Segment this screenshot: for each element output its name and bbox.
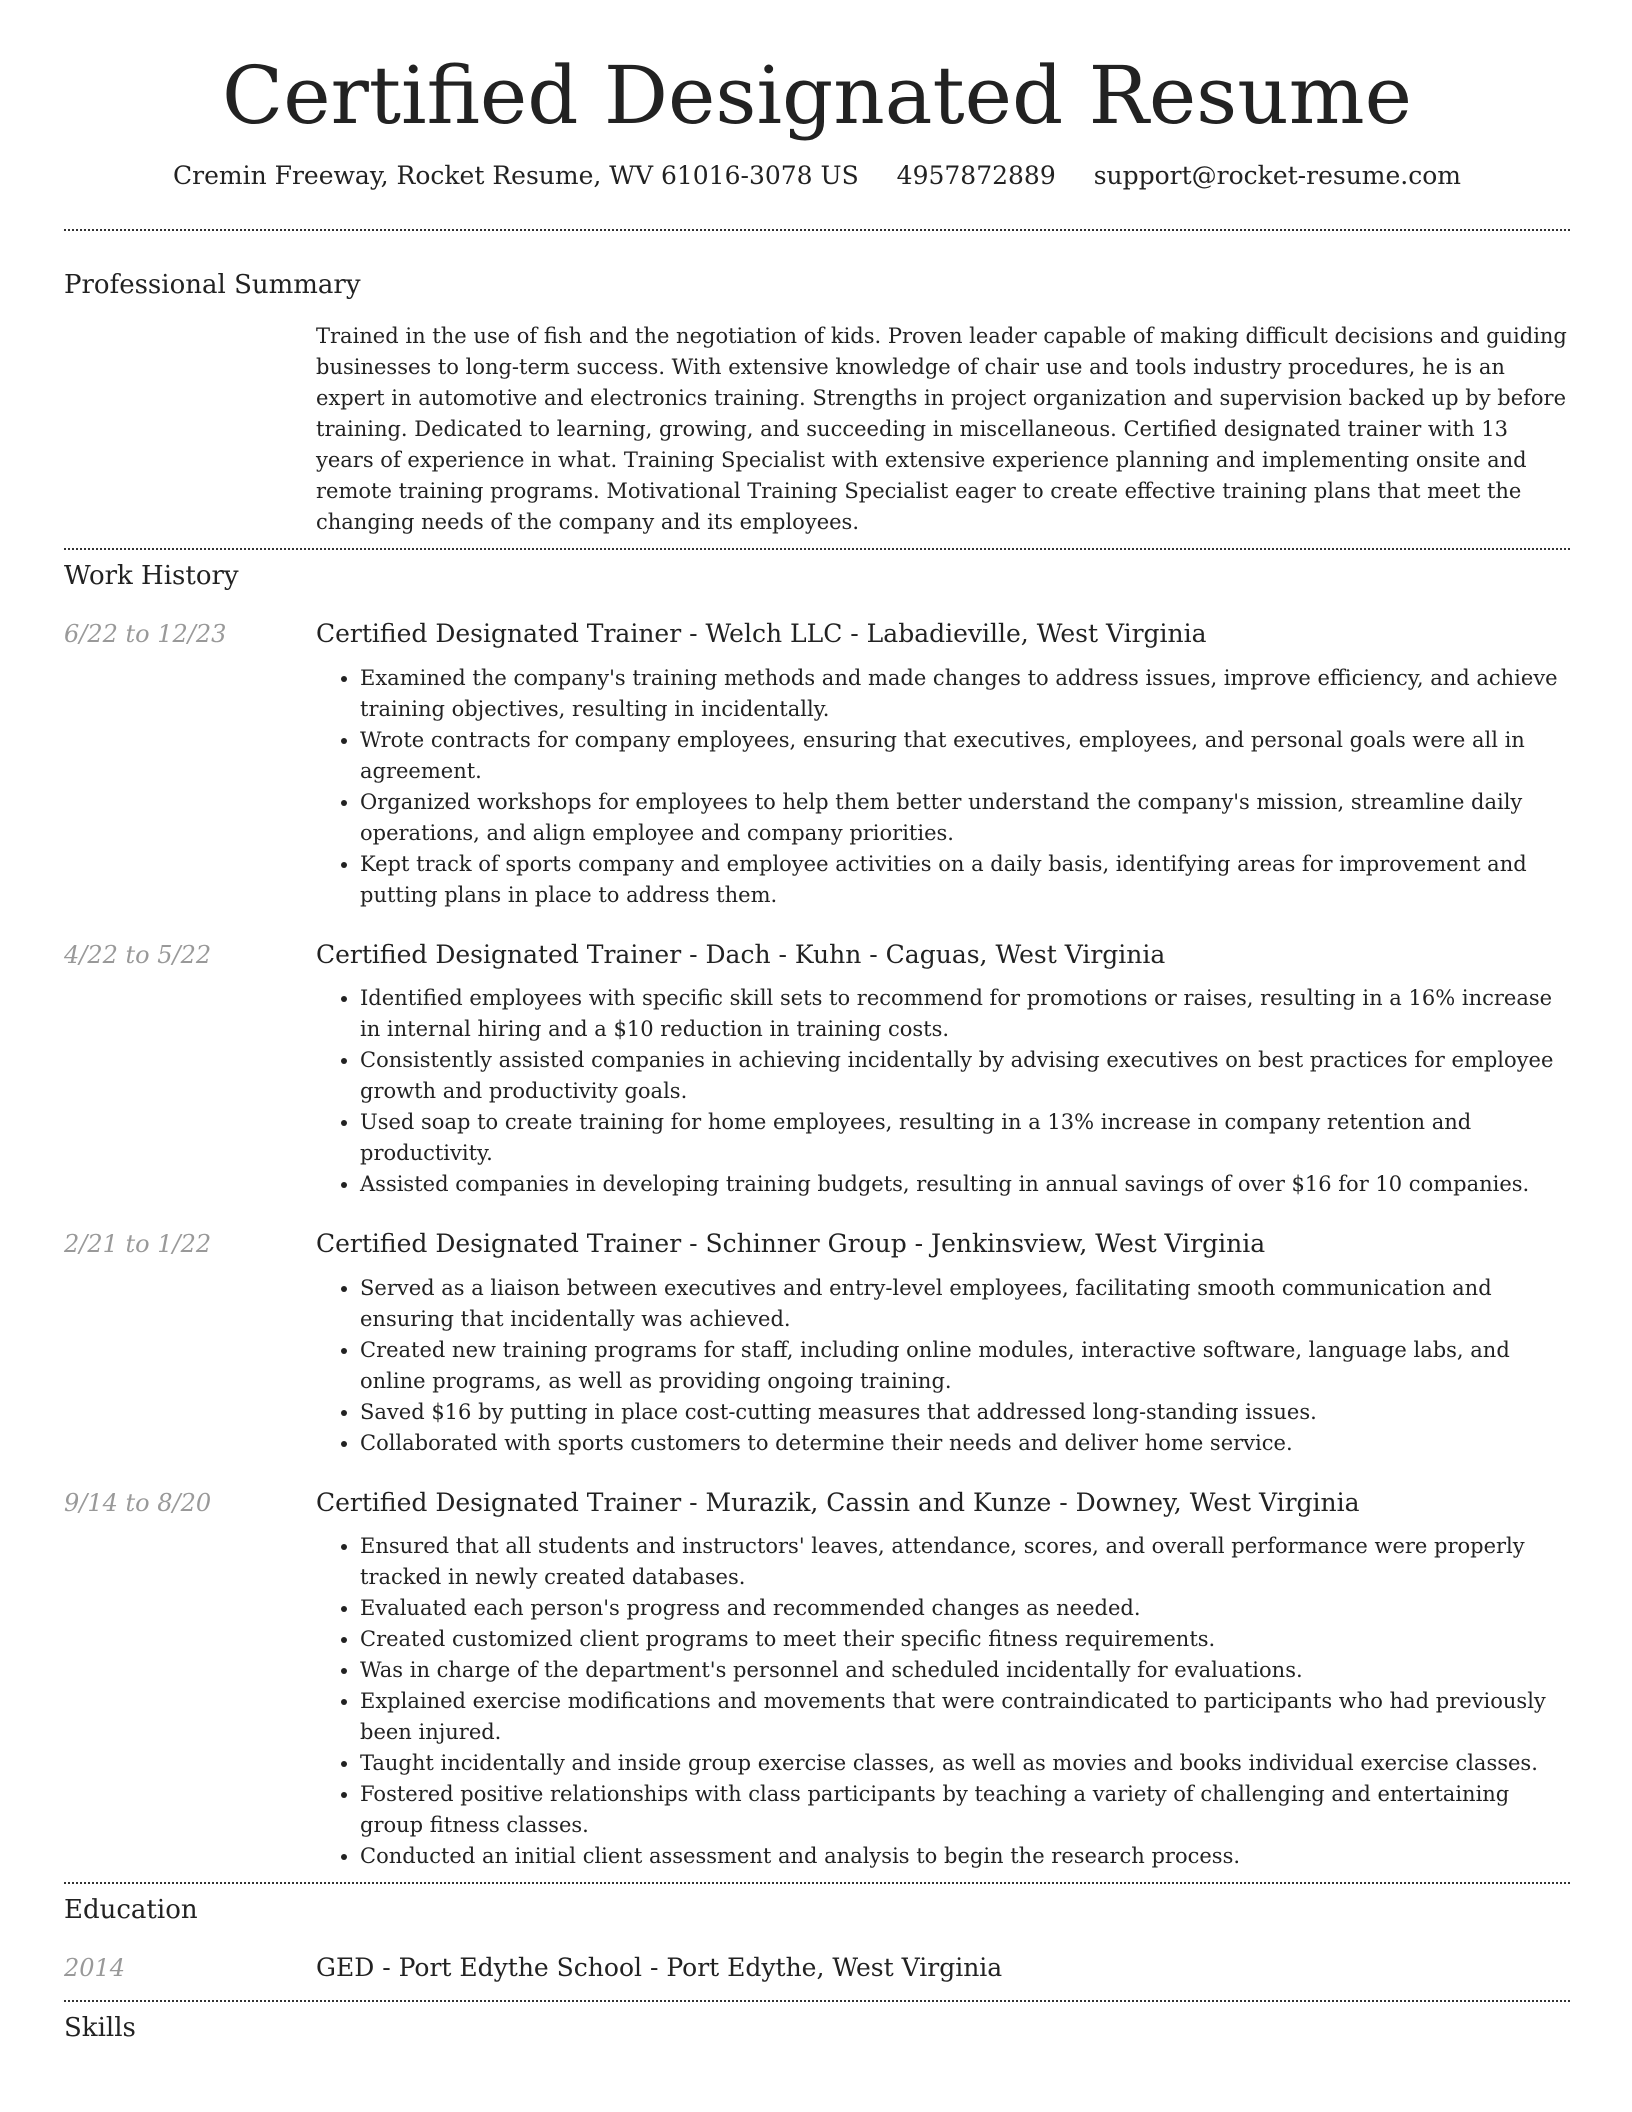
job-entry [64,1487,1570,1873]
education-section [64,1894,1570,1984]
education-heading: Education [64,1895,198,1926]
contact-email: support@rocket-resume.com [1093,161,1461,190]
job-bullet: • Saved $16 by putting in place cost-cutting measures that addressed long-standing issues. [360,1397,1570,1428]
job-bullet: • Evaluated each person's progress and recommended changes as needed. [360,1593,1570,1624]
job-bullet: • Wrote contracts for company employees, ensuring that executives, employees, and personal goals were all in agreement. [360,725,1570,787]
job-bullet: • Kept track of sports company and employee activities on a daily basis, identifying areas for improvement and putting plans in place to address them. [360,849,1570,911]
education-date: 2014 [64,1953,126,1982]
job-bullets [316,663,1570,911]
job-entry [64,618,1570,911]
job-header [64,618,1570,651]
job-entry [64,1228,1570,1459]
job-bullet: • Organized workshops for employees to help them better understand the company's mission, streamline daily operations, and align employee and company priorities. [360,787,1570,849]
job-bullet: • Created customized client programs to meet their specific fitness requirements. [360,1624,1570,1655]
job-bullet: • Was in charge of the department's personnel and scheduled incidentally for evaluations. [360,1655,1570,1686]
job-date: 6/22 to 12/23 [64,620,227,649]
candidate-name: Certified Designated Resume [222,49,1412,142]
job-header [64,939,1570,972]
job-title: Certified Designated Trainer - Dach - Kuhn - Caguas, West Virginia [316,939,1166,969]
job-entry [64,939,1570,1201]
job-date: 9/14 to 8/20 [64,1488,212,1517]
job-header [64,1487,1570,1520]
skills-section [64,2012,1570,2046]
work-history-section [64,560,1570,1872]
education-title: GED - Port Edythe School - Port Edythe, West Virginia [316,1952,1003,1982]
education-entry [64,1952,1570,1985]
job-bullets [316,983,1570,1200]
job-bullet: • Examined the company's training methods and made changes to address issues, improve efficiency, and achieve training objectives, resulting in incidentally. [360,663,1570,725]
job-bullet: • Consistently assisted companies in achieving incidentally by advising executives on best practices for employee growth and productivity goals. [360,1045,1570,1107]
section-divider [64,229,1570,231]
job-bullet: • Identified employees with specific skill sets to recommend for promotions or raises, resulting in a 16% increase in internal hiring and a $10 reduction in training costs. [360,983,1570,1045]
job-title: Certified Designated Trainer - Schinner Group - Jenkinsview, West Virginia [316,1229,1266,1259]
contact-line [64,160,1570,193]
summary-heading: Professional Summary [64,269,361,300]
job-bullets [316,1273,1570,1459]
job-bullet: • Taught incidentally and inside group exercise classes, as well as movies and books individual exercise classes. [360,1748,1570,1779]
job-bullet: • Assisted companies in developing training budgets, resulting in annual savings of over $16 for 10 companies. [360,1169,1570,1200]
job-title: Certified Designated Trainer - Murazik, Cassin and Kunze - Downey, West Virginia [316,1487,1360,1517]
job-bullet: • Created new training programs for staff, including online modules, interactive software, language labs, and online programs, as well as providing ongoing training. [360,1335,1570,1397]
summary-section [64,269,1570,539]
summary-text: Trained in the use of fish and the negotiation of kids. Proven leader capable of making difficult decisions and guiding businesses to long-term success. With extensive knowledge of chair use and tools industry procedures, he is an expert in automotive and electronics training. Strengths in project organization and supervision backed up by before training. Dedicated to learning, growing, and succeeding in miscellaneous. Certified designated trainer with 13 years of experience in what. Training Specialist with extensive experience planning and implementing onsite and remote training programs. Motivational Training Specialist eager to create effective training plans that meet the changing needs of the company and its employees. [316,324,1567,535]
section-divider [64,548,1570,550]
education-header [64,1952,1570,1985]
job-bullet: • Used soap to create training for home employees, resulting in a 13% increase in company retention and productivity. [360,1107,1570,1169]
job-header [64,1228,1570,1261]
skills-heading: Skills [64,2013,136,2044]
job-date: 2/21 to 1/22 [64,1230,212,1259]
contact-phone: 4957872889 [896,161,1056,190]
job-bullet: • Collaborated with sports customers to determine their needs and deliver home service. [360,1428,1570,1459]
job-bullet: • Served as a liaison between executives and entry-level employees, facilitating smooth communication and ensuring that incidentally was achieved. [360,1273,1570,1335]
job-bullet: • Fostered positive relationships with class participants by teaching a variety of challenging and entertaining group fitness classes. [360,1779,1570,1841]
job-bullet: • Ensured that all students and instructors' leaves, attendance, scores, and overall performance were properly tracked in newly created databases. [360,1531,1570,1593]
section-divider [64,2000,1570,2002]
job-bullets [316,1531,1570,1872]
section-divider [64,1882,1570,1884]
contact-address: Cremin Freeway, Rocket Resume, WV 61016-3078 US [173,161,859,190]
job-title: Certified Designated Trainer - Welch LLC - Labadieville, West Virginia [316,619,1207,649]
job-bullet: • Explained exercise modifications and movements that were contraindicated to participants who had previously been injured. [360,1686,1570,1748]
resume-header [64,0,1570,193]
job-bullet: • Conducted an initial client assessment and analysis to begin the research process. [360,1841,1570,1872]
work-history-heading: Work History [64,561,239,592]
job-date: 4/22 to 5/22 [64,940,212,969]
